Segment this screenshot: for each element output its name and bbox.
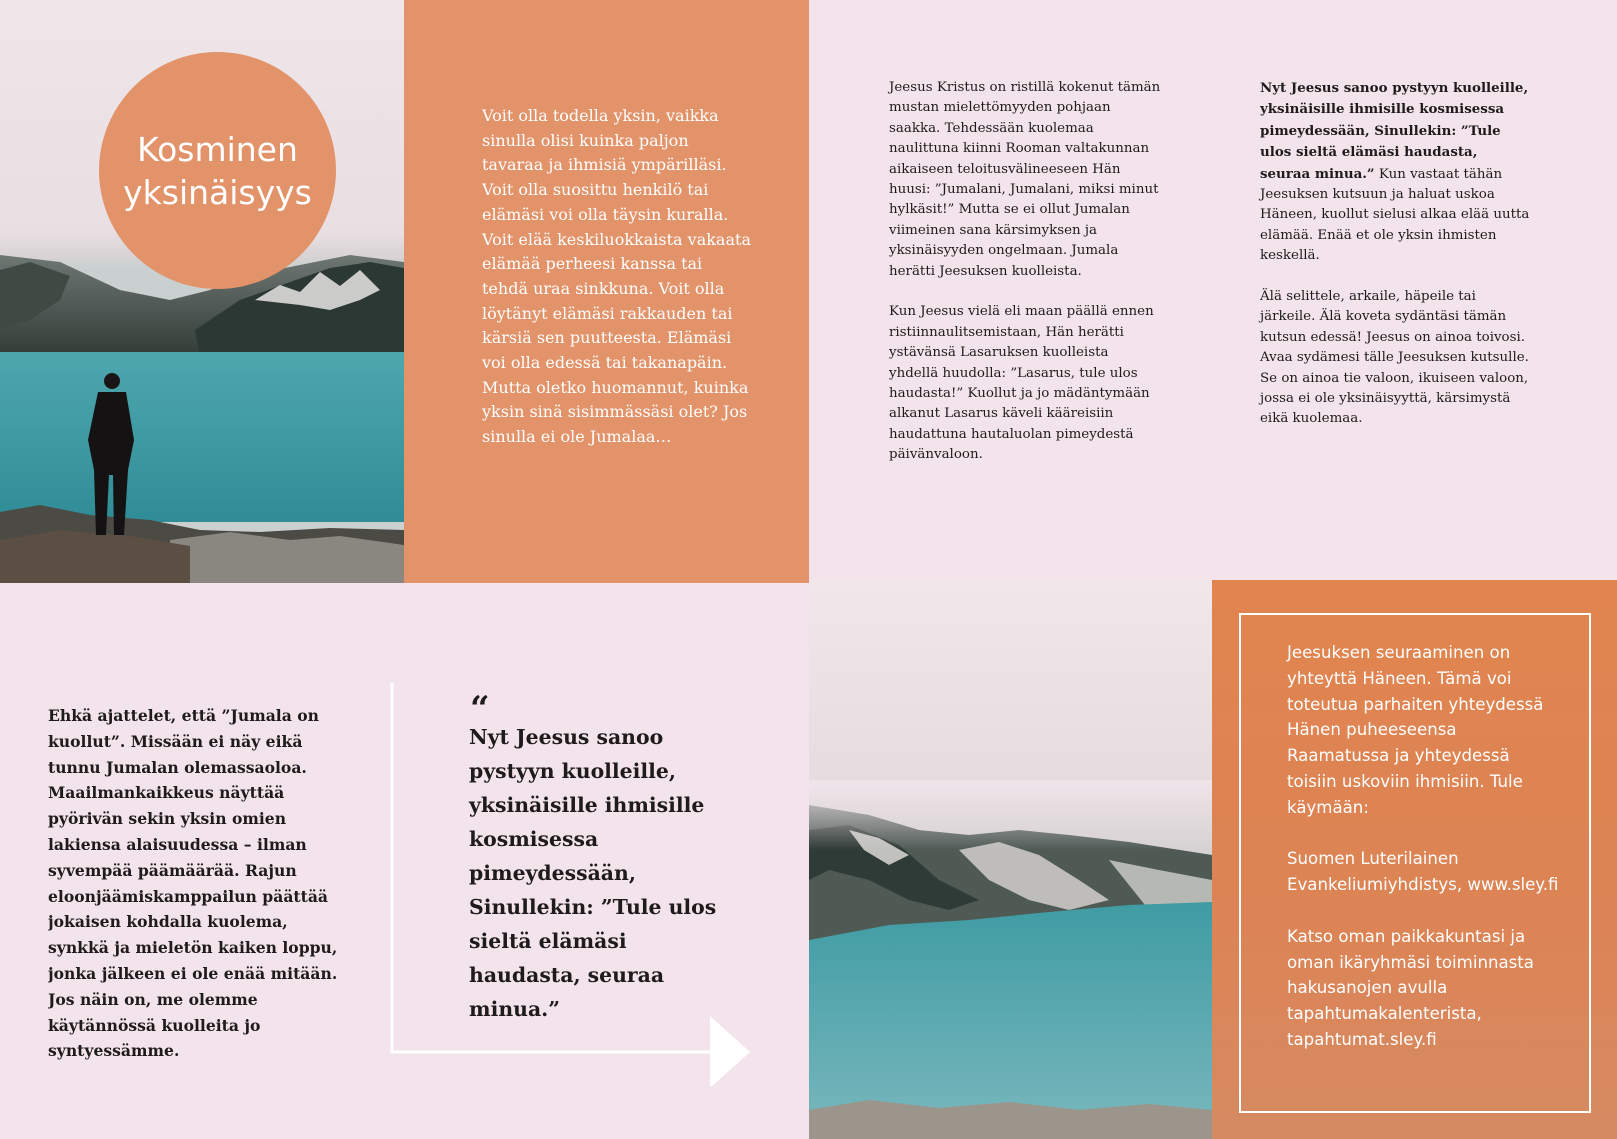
info-paragraph-1: Jeesuksen seuraaminen on yhteyttä Häneen. Tämä voi toteutua parhaiten yhteydessä Hänen puheeseensa Raamatussa ja yhteydessä toisiin uskoviin ihmisiin. Tule käymään: bbox=[1287, 643, 1544, 817]
column1-paragraph-1: Jeesus Kristus on ristillä kokenut tämän mustan mielettömyyden pohjaan saakka. Tehdessään kuolemaa naulittuna kiinni Rooman valtakunnan aikaiseen teloitusvälineeseen Hän huusi: ”Jumalani, Jumalani, miksi minut hylkäsit!” Mutta se ei ollut Jumalan viimeinen sana kärsimyksen ja yksinäisyyden ongelmaan. Jumala herätti Jeesuksen kuolleista. bbox=[889, 80, 1161, 279]
info-paragraph-3: Katso oman paikkakuntasi ja oman ikäryhmäsi toiminnasta hakusanojen avulla tapahtumakalenterista, tapahtumat.sley.fi bbox=[1287, 926, 1534, 1049]
pull-quote: Nyt Jeesus sanoo pystyyn kuolleille, yksinäisille ihmisille kosmisessa pimeydessään, Sinullekin: ”Tule ulos sieltä elämäsi haudasta, seuraa minua.” bbox=[469, 725, 717, 1021]
column2-paragraph-2: Älä selittele, arkaile, häpeile tai järkeile. Älä koveta sydäntäsi tämän kutsun edessä! Jeesus on ainoa toivosi. Avaa sydämesi tälle Jeesuksen kutsulle. Se on ainoa tie valoon, ikuiseen valoon, jossa ei ole yksinäisyyttä, kärsimystä eikä kuolemaa. bbox=[1260, 289, 1529, 427]
column2-bold-lead: Nyt Jeesus sanoo pystyyn kuolleille, yksinäisille ihmisille kosmisessa pimeydessään, Sinullekin: ”Tule ulos sieltä elämäsi haudasta, seuraa minua.” bbox=[1260, 80, 1529, 182]
info-text bbox=[1287, 640, 1562, 1079]
back-left-text: Ehkä ajattelet, että ”Jumala on kuollut”. Missään ei näy eikä tunnu Jumalan olemassaoloa. Maailmankaikkeus näyttää pyörivän sekin yksin omien lakiensa alaisuudessa – ilman syvempää päämäärää. Rajun eloonjäämiskamppailun päättää jokaisen kohdalla kuolema, synkkä ja mieletön kaiken loppu, jonka jälkeen ei ole enää mitään. Jos näin on, me olemme käytännössä kuolleita jo syntyessämme. bbox=[48, 706, 338, 1061]
brochure-title bbox=[123, 128, 312, 214]
title-circle bbox=[99, 52, 336, 289]
text-column-2 bbox=[1260, 78, 1532, 450]
title-line-2: yksinäisyys bbox=[123, 172, 312, 212]
intro-text: Voit olla todella yksin, vaikka sinulla olisi kuinka paljon tavaraa ja ihmisiä ympärilläsi. Voit olla suosittu henkilö tai elämäsi voi olla täysin kuralla. Voit elää keskiluokkaista vakaata elämää perheesi kanssa tai tehdä uraa sinkkuna. Voit olla löytänyt elämäsi rakkauden tai kärsiä sen puutteesta. Elämäsi voi olla edessä tai takanapäin. Mutta oletko huomannut, kuinka yksin sinä sisimmässäsi olet? Jos sinulla ei ole Jumalaa… bbox=[482, 106, 751, 447]
column1-paragraph-2: Kun Jeesus vielä eli maan päällä ennen ristiinnaulitsemistaan, Hän herätti ystävänsä Lasaruksen kuolleista yhdellä huudolla: ”Lasarus, tule ulos haudasta!” Kuollut ja jo mädäntymään alkanut Lasarus käveli kääreisiin haudattuna hautaluolan pimeydestä päivänvaloon. bbox=[889, 304, 1154, 463]
mountain-lake-image-2 bbox=[809, 580, 1212, 1139]
cover-photo-panel bbox=[0, 0, 404, 583]
landscape-photo-panel bbox=[809, 580, 1212, 1139]
quote-mark: “ bbox=[470, 689, 490, 729]
info-paragraph-2: Suomen Luterilainen Evankeliumiyhdistys, www.sley.fi bbox=[1287, 849, 1559, 895]
title-line-1: Kosminen bbox=[137, 129, 298, 169]
column2-paragraph-1-rest: Kun vastaat tähän Jeesuksen kutsuun ja haluat uskoa Häneen, kuollut sielusi alkaa elää uutta elämää. Enää et ole yksin ihmisten keskellä. bbox=[1260, 166, 1530, 264]
info-panel bbox=[1212, 580, 1617, 1139]
intro-panel bbox=[404, 0, 809, 583]
column2-paragraph-1 bbox=[1260, 78, 1532, 267]
text-column-1 bbox=[889, 78, 1161, 486]
